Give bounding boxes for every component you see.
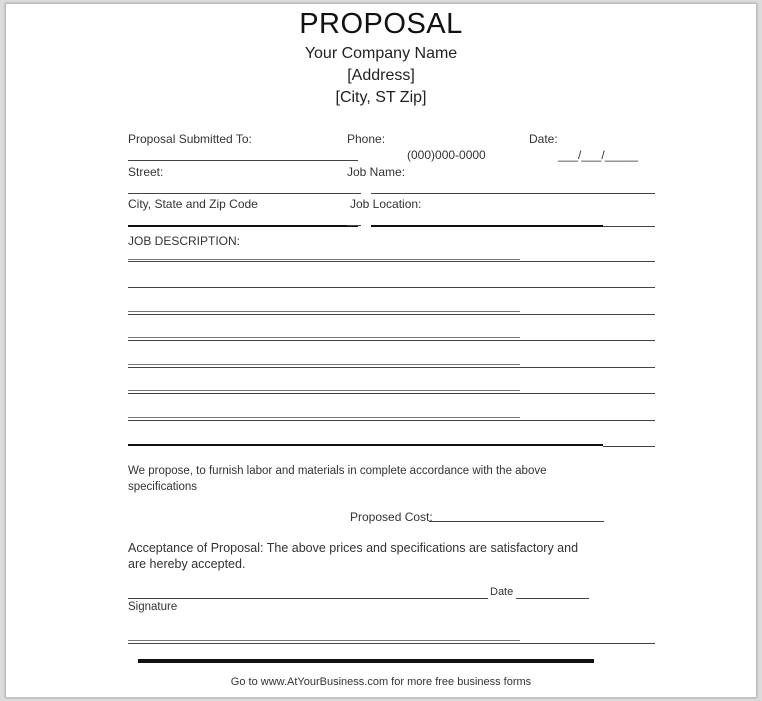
- street-label: Street:: [128, 165, 164, 179]
- signature-extra-line[interactable]: [128, 643, 655, 644]
- job-location-label: Job Location:: [350, 197, 422, 211]
- job-description-line-end: [603, 446, 655, 447]
- signature-line[interactable]: [128, 598, 488, 599]
- phone-label: Phone:: [347, 132, 386, 146]
- job-description-line[interactable]: [128, 444, 603, 446]
- job-description-line[interactable]: [128, 314, 655, 315]
- footer-divider: [138, 659, 594, 663]
- company-name: Your Company Name: [304, 45, 458, 62]
- signature-date-label: Date: [490, 586, 514, 598]
- signature-extra-line: [128, 640, 520, 641]
- job-name-line-short: [347, 193, 361, 194]
- date-label: Date:: [529, 132, 558, 146]
- job-location-line[interactable]: [371, 225, 603, 227]
- job-description-line: [128, 337, 520, 338]
- job-name-line[interactable]: [371, 193, 655, 194]
- job-description-line: [128, 417, 520, 418]
- company-city-state-zip: [City, ST Zip]: [335, 89, 427, 106]
- city-state-zip-label: City, State and Zip Code: [128, 197, 258, 211]
- signature-date-line[interactable]: [516, 598, 589, 599]
- footer-text: Go to www.AtYourBusiness.com for more free business forms: [230, 676, 532, 688]
- job-description-line: [128, 311, 520, 312]
- job-name-label: Job Name:: [347, 165, 406, 179]
- submitted-to-label: Proposal Submitted To:: [128, 132, 252, 146]
- job-description-line[interactable]: [128, 287, 655, 288]
- job-description-line[interactable]: [128, 261, 655, 262]
- form-title: PROPOSAL: [299, 8, 463, 40]
- job-location-line-end: [603, 226, 655, 227]
- job-description-line[interactable]: [128, 340, 655, 341]
- job-description-line[interactable]: [128, 420, 655, 421]
- job-description-line: [128, 390, 520, 391]
- acceptance-text: Acceptance of Proposal: The above prices and specifications are satisfactory and are hereby accepted.: [128, 541, 579, 571]
- city-state-zip-line[interactable]: [128, 225, 358, 227]
- phone-value: (000)000-0000: [407, 148, 486, 162]
- company-address: [Address]: [347, 67, 415, 84]
- job-description-line: [128, 259, 520, 260]
- job-description-label: JOB DESCRIPTION:: [128, 234, 241, 248]
- job-description-line: [128, 364, 520, 365]
- proposed-cost-label: Proposed Cost:: [350, 510, 433, 524]
- propose-text: We propose, to furnish labor and materials in complete accordance with the above specifications: [128, 465, 547, 493]
- proposal-form-page: [5, 3, 757, 698]
- job-description-line[interactable]: [128, 367, 655, 368]
- submitted-to-line[interactable]: [128, 160, 358, 161]
- job-location-line-short: [347, 225, 361, 226]
- signature-label: Signature: [128, 601, 178, 613]
- street-line[interactable]: [128, 193, 358, 194]
- date-value: ___/___/_____: [558, 148, 639, 162]
- proposed-cost-line[interactable]: [429, 521, 604, 522]
- job-description-line[interactable]: [128, 393, 655, 394]
